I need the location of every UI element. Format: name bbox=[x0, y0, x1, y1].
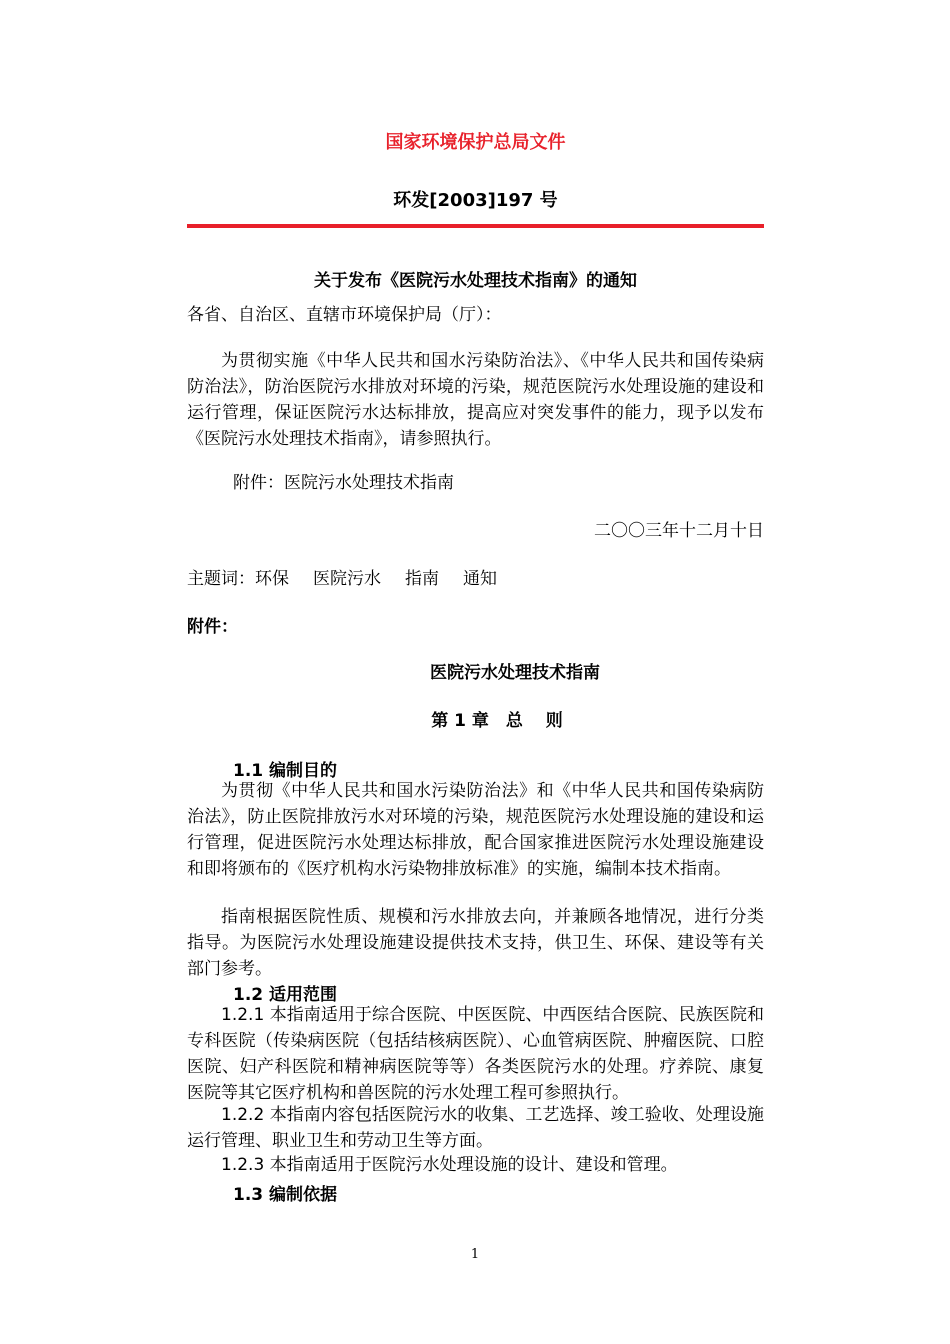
section-heading-1-1: 1.1 编制目的 bbox=[233, 761, 338, 781]
issue-date: 二〇〇三年十二月十日 bbox=[594, 521, 764, 541]
attachment-line: 附件：医院污水处理技术指南 bbox=[233, 473, 454, 493]
section-1-2-2: 1.2.2 本指南内容包括医院污水的收集、工艺选择、竣工验收、处理设施运行管理、职业卫生和劳动卫生等方面。 bbox=[187, 1105, 764, 1151]
keyword: 医院污水 bbox=[313, 569, 381, 589]
keyword: 通知 bbox=[463, 569, 497, 589]
org-header-title: 国家环境保护总局文件 bbox=[385, 132, 566, 153]
red-divider bbox=[187, 224, 764, 228]
section-1-1-paragraph: 为贯彻《中华人民共和国水污染防治法》和《中华人民共和国传染病防治法》，防止医院排放污水对环境的污染，规范医院污水处理设施的建设和运行管理，促进医院污水处理达标排放，配合国家推进医院污水处理设施建设和即将颁布的《医疗机构水污染物排放标准》的实施，编制本技术指南。 bbox=[187, 781, 764, 879]
addressee: 各省、自治区、直辖市环境保护局（厅）： bbox=[187, 305, 502, 325]
attachment-title: 医院污水处理技术指南 bbox=[430, 663, 600, 683]
section-1-1-paragraph: 指南根据医院性质、规模和污水排放去向，并兼顾各地情况，进行分类指导。为医院污水处理设施建设提供技术支持，供卫生、环保、建设等有关部门参考。 bbox=[187, 907, 764, 979]
chapter-heading: 第 1 章 总 则 bbox=[431, 711, 563, 731]
document-number: 环发[2003]197 号 bbox=[393, 190, 558, 211]
section-heading-1-2: 1.2 适用范围 bbox=[233, 985, 338, 1005]
attachment-label: 附件： bbox=[187, 617, 238, 637]
section-1-2-3: 1.2.3 本指南适用于医院污水处理设施的设计、建设和管理。 bbox=[221, 1155, 678, 1175]
section-1-2-1: 1.2.1 本指南适用于综合医院、中医医院、中西医结合医院、民族医院和专科医院（传染病医院（包括结核病医院）、心血管病医院、肿瘤医院、口腔医院、妇产科医院和精神病医院等等）各类医院污水的处理。疗养院、康复医院等其它医疗机构和兽医院的污水处理工程可参照执行。 bbox=[187, 1005, 764, 1103]
notice-body: 为贯彻实施《中华人民共和国水污染防治法》、《中华人民共和国传染病防治法》，防治医院污水排放对环境的污染，规范医院污水处理设施的建设和运行管理，保证医院污水达标排放，提高应对突发事件的能力，现予以发布《医院污水处理技术指南》，请参照执行。 bbox=[187, 351, 764, 449]
keyword: 环保 bbox=[255, 569, 289, 589]
section-heading-1-3: 1.3 编制依据 bbox=[233, 1185, 338, 1205]
keyword: 指南 bbox=[405, 569, 439, 589]
notice-title: 关于发布《医院污水处理技术指南》的通知 bbox=[314, 271, 637, 291]
keywords-row bbox=[187, 566, 521, 592]
keywords-label: 主题词： bbox=[187, 569, 255, 589]
page-number: 1 bbox=[470, 1247, 480, 1262]
